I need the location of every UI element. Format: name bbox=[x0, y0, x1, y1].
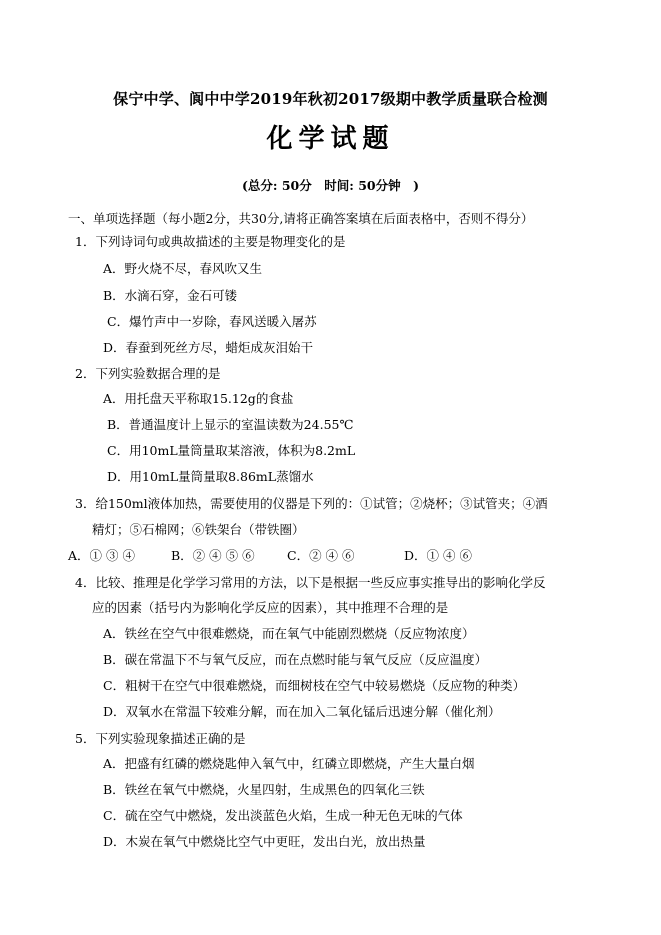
q3-option-a: A．① ③ ④ bbox=[68, 548, 135, 563]
q2-stem: 2．下列实验数据合理的是 bbox=[75, 366, 221, 381]
q5-option-b: B．铁丝在氧气中燃烧，火星四射，生成黑色的四氧化三铁 bbox=[103, 782, 425, 797]
q4-option-c: C．粗树干在空气中很难燃烧，而细树枝在空气中较易燃烧（反应物的种类） bbox=[103, 678, 526, 693]
q5-option-d: D．木炭在氧气中燃烧比空气中更旺，发出白光，放出热量 bbox=[103, 834, 426, 849]
q5-option-a: A．把盛有红磷的燃烧匙伸入氧气中，红磷立即燃烧，产生大量白烟 bbox=[103, 756, 475, 771]
q1-stem: 1．下列诗词句或典故描述的主要是物理变化的是 bbox=[75, 234, 346, 249]
q1-option-b: B．水滴石穿，金石可镂 bbox=[103, 288, 238, 303]
q1-option-c: C．爆竹声中一岁除，春风送暖入屠苏 bbox=[107, 314, 317, 329]
subject-title: 化学试题 bbox=[266, 124, 395, 154]
q1-option-a: A．野火烧不尽，春风吹又生 bbox=[103, 261, 263, 276]
exam-info: (总分: 50分 时间: 50分钟 ) bbox=[241, 178, 420, 193]
q3-options-row bbox=[68, 547, 588, 565]
q4-stem-line2: 应的因素（括号内为影响化学反应的因素），其中推理不合理的是 bbox=[92, 600, 449, 615]
q3-option-d: D．① ④ ⑥ bbox=[404, 548, 472, 563]
q2-option-c: C．用10mL量筒量取某溶液，体积为8.2mL bbox=[107, 443, 356, 458]
q2-option-d: D．用10mL量筒量取8.86mL蒸馏水 bbox=[107, 469, 314, 484]
q2-option-b: B．普通温度计上显示的室温读数为24.55℃ bbox=[107, 417, 354, 432]
q5-stem: 5．下列实验现象描述正确的是 bbox=[75, 731, 246, 746]
q3-option-c: C．② ④ ⑥ bbox=[287, 548, 355, 563]
q1-option-d: D．春蚕到死丝方尽，蜡炬成灰泪始干 bbox=[103, 340, 314, 355]
q4-option-a: A．铁丝在空气中很难燃烧，而在氧气中能剧烈燃烧（反应物浓度） bbox=[103, 626, 475, 641]
q3-stem-line1: 3．给150ml液体加热，需要使用的仪器是下列的：①试管；②烧杯；③试管夹；④酒 bbox=[75, 496, 548, 511]
q5-option-c: C．硫在空气中燃烧，发出淡蓝色火焰，生成一种无色无味的气体 bbox=[103, 808, 463, 823]
school-title: 保宁中学、阆中中学2019年秋初2017级期中教学质量联合检测 bbox=[113, 90, 548, 108]
q3-option-b: B．② ④ ⑤ ⑥ bbox=[171, 548, 255, 563]
q3-stem-line2: 精灯；⑤石棉网；⑥铁架台（带铁圈） bbox=[92, 522, 305, 537]
q4-stem-line1: 4．比较、推理是化学学习常用的方法，以下是根据一些反应事实推导出的影响化学反 bbox=[75, 575, 546, 590]
q4-option-d: D．双氧水在常温下较难分解，而在加入二氧化锰后迅速分解（催化剂） bbox=[103, 704, 501, 719]
q2-option-a: A．用托盘天平称取15.12g的食盐 bbox=[103, 391, 294, 406]
section-heading: 一、单项选择题（每小题2分，共30分,请将正确答案填在后面表格中，否则不得分） bbox=[68, 211, 534, 226]
q4-option-b: B．碳在常温下不与氧气反应，而在点燃时能与氧气反应（反应温度） bbox=[103, 652, 488, 667]
